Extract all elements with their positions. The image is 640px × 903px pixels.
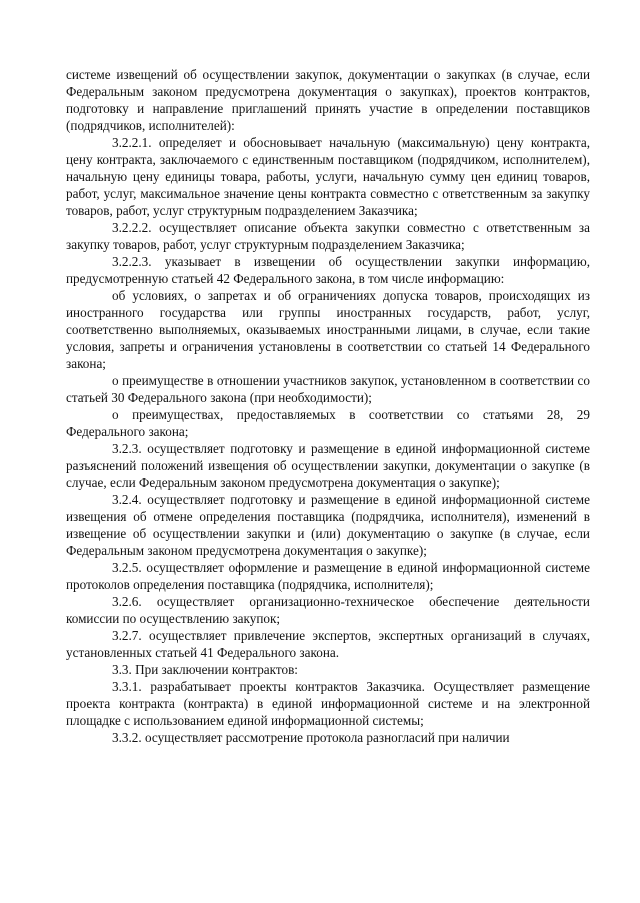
paragraph-3-3-2: 3.3.2. осуществляет рассмотрение протокола разногласий при наличии	[112, 730, 510, 745]
paragraph-3-3-1: 3.3.1. разрабатывает проекты контрактов Заказчика. Осуществляет размещение проекта контракта (контракта) в единой информационной системе и на электронной площадке с использованием единой информационной системы;	[66, 679, 590, 728]
paragraph-advantage: о преимуществе в отношении участников закупок, установленном в соответствии со статьей 30 Федерального закона (при необходимости);	[66, 373, 590, 405]
paragraph-3-2-3: 3.2.3. осуществляет подготовку и размещение в единой информационной системе разъяснений положений извещения об осуществлении закупки, документации о закупке (в случае, если Федеральным законом предусмотрена документация о закупке);	[66, 441, 590, 490]
paragraph-continuation: системе извещений об осуществлении закупок, документации о закупках (в случае, если Федеральным законом предусмотрена документация о закупках), проектов контрактов, подготовку и направление приглашений принять участие в определении поставщиков (подрядчиков, исполнителей):	[66, 67, 590, 133]
document-page	[66, 66, 590, 746]
paragraph-3-2-2-1: 3.2.2.1. определяет и обосновывает начальную (максимальную) цену контракта, цену контракта, заключаемого с единственным поставщиком (подрядчиком, исполнителем), начальную цену единицы товара, работы, услуги, начальную сумму цен единиц товаров, работ, услуг, максимальное значение цены контракта совместно с ответственным за закупку товаров, работ, услуг структурным подразделением Заказчика;	[66, 135, 590, 218]
paragraph-3-2-5: 3.2.5. осуществляет оформление и размещение в единой информационной системе протоколов определения поставщика (подрядчика, исполнителя);	[66, 560, 590, 592]
paragraph-3-2-2-3: 3.2.2.3. указывает в извещении об осуществлении закупки информацию, предусмотренную статьей 42 Федерального закона, в том числе информацию:	[66, 254, 590, 286]
paragraph-3-2-7: 3.2.7. осуществляет привлечение экспертов, экспертных организаций в случаях, установленных статьей 41 Федерального закона.	[66, 628, 590, 660]
paragraph-3-2-6: 3.2.6. осуществляет организационно-техническое обеспечение деятельности комиссии по осуществлению закупок;	[66, 594, 590, 626]
paragraph-3-2-4: 3.2.4. осуществляет подготовку и размещение в единой информационной системе извещения об отмене определения поставщика (подрядчика, исполнителя), изменений в извещение об осуществлении закупки и (или) документацию о закупке (в случае, если Федеральным законом предусмотрена документация о закупке);	[66, 492, 590, 558]
paragraph-conditions: об условиях, о запретах и об ограничениях допуска товаров, происходящих из иностранного государства или группы иностранных государств, работ, услуг, соответственно выполняемых, оказываемых иностранными лицами, в случае, если такие условия, запреты и ограничения установлены в соответствии со статьей 14 Федерального закона;	[66, 288, 590, 371]
paragraph-3-3: 3.3. При заключении контрактов:	[112, 662, 298, 677]
paragraph-advantages: о преимуществах, предоставляемых в соответствии со статьями 28, 29 Федерального закона;	[66, 407, 590, 439]
paragraph-3-2-2-2: 3.2.2.2. осуществляет описание объекта закупки совместно с ответственным за закупку товаров, работ, услуг структурным подразделением Заказчика;	[66, 220, 590, 252]
